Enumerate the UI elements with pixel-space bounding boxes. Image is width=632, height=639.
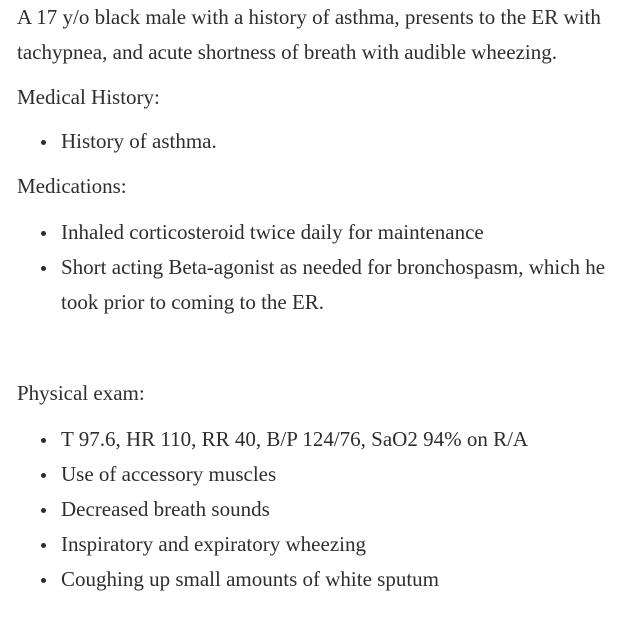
physical-exam-list — [17, 422, 617, 597]
list-item: History of asthma. — [17, 124, 617, 159]
medical-history-heading: Medical History: — [17, 85, 160, 109]
list-item: Use of accessory muscles — [17, 457, 617, 492]
medical-history-list — [17, 124, 617, 159]
list-item: Coughing up small amounts of white sputum — [17, 562, 617, 597]
medications-list — [17, 215, 617, 320]
list-item: Decreased breath sounds — [17, 492, 617, 527]
case-intro: A 17 y/o black male with a history of asthma, presents to the ER with tachypnea, and acute shortness of breath with audible wheezing. — [17, 5, 601, 64]
medications-heading: Medications: — [17, 174, 127, 198]
list-item: Short acting Beta-agonist as needed for bronchospasm, which he took prior to coming to the ER. — [17, 250, 617, 320]
list-item: T 97.6, HR 110, RR 40, B/P 124/76, SaO2 94% on R/A — [17, 422, 617, 457]
physical-exam-heading: Physical exam: — [17, 381, 145, 405]
list-item: Inhaled corticosteroid twice daily for maintenance — [17, 215, 617, 250]
list-item: Inspiratory and expiratory wheezing — [17, 527, 617, 562]
case-document — [17, 0, 617, 597]
